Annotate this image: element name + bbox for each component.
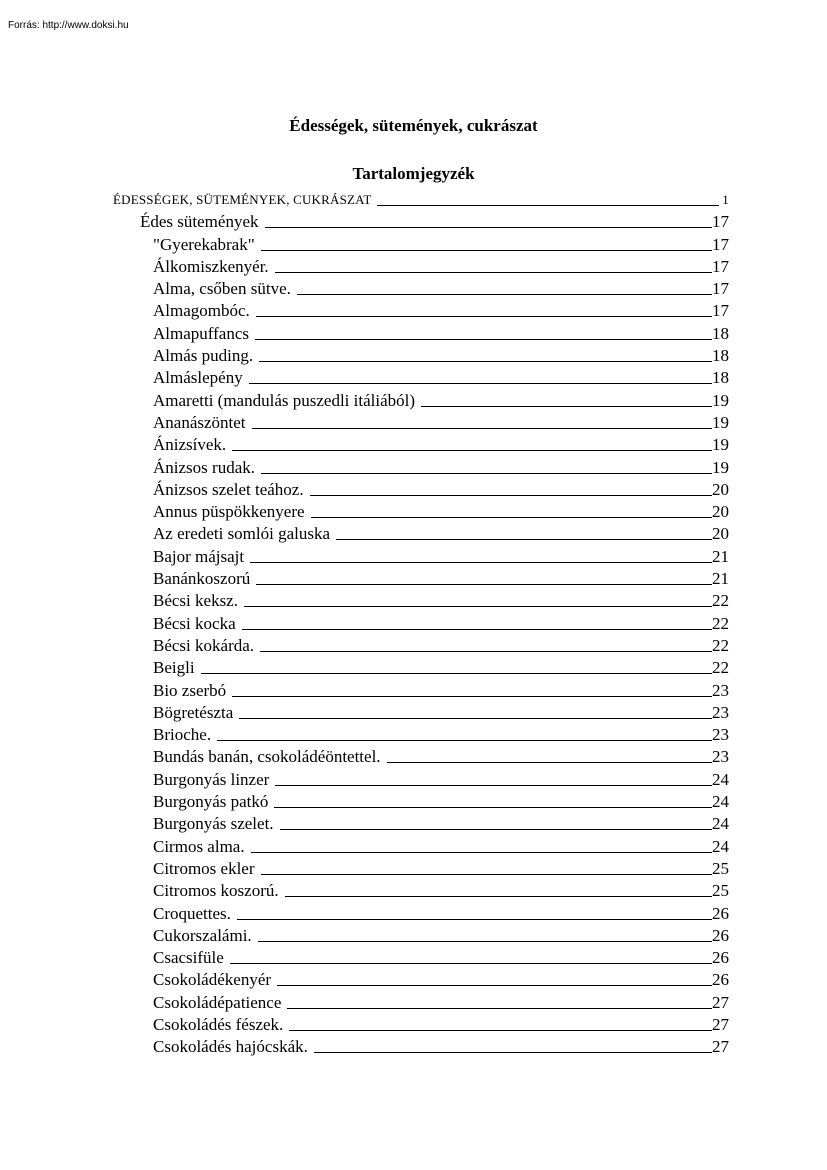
toc-entry-page-number: 20 [712, 502, 729, 522]
toc-entry-label: ÉDESSÉGEK, SÜTEMÉNYEK, CUKRÁSZAT [113, 192, 372, 207]
toc-entry[interactable] [113, 454, 729, 476]
toc-entry-label: Bajor májsajt [153, 546, 245, 566]
toc-entry-label: Ánizsívek. [153, 435, 227, 455]
toc-leader-line [260, 650, 712, 652]
toc-leader-line [244, 605, 712, 607]
toc-leader-line [237, 918, 712, 920]
toc-entry[interactable] [113, 677, 729, 699]
document-title: Édességek, sütemények, cukrászat [289, 116, 538, 135]
toc-leader-line [275, 784, 712, 786]
toc-entry-page-number: 17 [712, 212, 729, 232]
toc-entry-page-number: 18 [712, 368, 729, 388]
toc-entry[interactable] [113, 543, 729, 565]
toc-entry-page-number: 26 [712, 903, 729, 923]
toc-entry-page-number: 20 [712, 524, 729, 544]
toc-entry-page-number: 17 [712, 234, 729, 254]
toc-entry-label: Citromos ekler [153, 858, 255, 878]
toc-entry-page-number: 1 [722, 192, 729, 207]
toc-entry[interactable] [113, 789, 729, 811]
toc-leader-line [275, 271, 712, 273]
toc-entry-label: Cukorszalámi. [153, 925, 252, 945]
toc-entry-label: Burgonyás szelet. [153, 814, 274, 834]
toc-entry-page-number: 25 [712, 858, 729, 878]
toc-leader-line [261, 249, 712, 251]
toc-entry-page-number: 22 [712, 635, 729, 655]
toc-entry-label: Bécsi kocka [153, 613, 236, 633]
toc-entry[interactable] [113, 276, 729, 298]
toc-entry[interactable] [113, 521, 729, 543]
toc-entry-page-number: 18 [712, 346, 729, 366]
toc-entry-page-number: 19 [712, 412, 729, 432]
toc-entry[interactable] [113, 343, 729, 365]
toc-entry-page-number: 21 [712, 569, 729, 589]
toc-leader-line [251, 851, 712, 853]
toc-leader-line [239, 717, 712, 719]
toc-entry-label: Banánkoszorú [153, 569, 251, 589]
toc-entry-page-number: 18 [712, 323, 729, 343]
toc-entry-label: Beigli [153, 658, 195, 678]
toc-entry[interactable] [113, 432, 729, 454]
toc-entry[interactable] [113, 989, 729, 1011]
toc-leader-line [256, 315, 712, 317]
toc-entry-page-number: 27 [712, 1014, 729, 1034]
toc-leader-line [230, 962, 712, 964]
source-url: Forrás: http://www.doksi.hu [8, 20, 129, 31]
table-of-contents [113, 189, 729, 1056]
toc-entry-label: Álkomiszkenyér. [153, 256, 269, 276]
toc-entry-label: Citromos koszorú. [153, 881, 279, 901]
toc-leader-line [217, 739, 712, 741]
toc-entry-label: Alma, csőben sütve. [153, 279, 291, 299]
toc-entry[interactable] [113, 254, 729, 276]
toc-entry[interactable] [113, 967, 729, 989]
toc-entry-label: Bio zserbó [153, 680, 227, 700]
toc-leader-line [249, 382, 712, 384]
toc-entry-label: Csokoládés hajócskák. [153, 1037, 308, 1057]
toc-entry-label: Almapuffancs [153, 323, 249, 343]
toc-entry[interactable] [113, 856, 729, 878]
toc-entry-label: Csokoládés fészek. [153, 1014, 284, 1034]
toc-entry[interactable] [113, 811, 729, 833]
toc-leader-line [242, 628, 712, 630]
toc-entry[interactable] [113, 566, 729, 588]
toc-entry[interactable] [113, 189, 729, 209]
toc-leader-line [377, 204, 719, 206]
toc-entry-label: Cirmos alma. [153, 836, 245, 856]
toc-entry-label: Csacsifüle [153, 948, 224, 968]
toc-entry-label: Burgonyás patkó [153, 792, 269, 812]
toc-leader-line [421, 405, 712, 407]
toc-leader-line [261, 873, 712, 875]
toc-leader-line [387, 761, 712, 763]
toc-entry[interactable] [113, 744, 729, 766]
toc-entry-page-number: 26 [712, 948, 729, 968]
toc-entry-page-number: 23 [712, 747, 729, 767]
toc-entry-page-number: 24 [712, 836, 729, 856]
toc-entry[interactable] [113, 588, 729, 610]
toc-entry[interactable] [113, 320, 729, 342]
toc-entry-page-number: 19 [712, 390, 729, 410]
toc-entry-label: Édes sütemények [140, 212, 259, 232]
toc-entry[interactable] [113, 633, 729, 655]
toc-entry-page-number: 22 [712, 591, 729, 611]
toc-entry-label: Brioche. [153, 725, 212, 745]
toc-entry[interactable] [113, 209, 729, 231]
toc-entry[interactable] [113, 923, 729, 945]
toc-entry-label: Annus püspökkenyere [153, 502, 305, 522]
toc-entry-page-number: 23 [712, 725, 729, 745]
toc-leader-line [258, 940, 712, 942]
toc-entry-label: Almáslepény [153, 368, 243, 388]
toc-entry-label: Bécsi keksz. [153, 591, 238, 611]
toc-entry-label: Ananászöntet [153, 412, 246, 432]
toc-entry-page-number: 22 [712, 613, 729, 633]
toc-entry-label: Bécsi kokárda. [153, 635, 255, 655]
toc-entry[interactable] [113, 365, 729, 387]
toc-entry-page-number: 17 [712, 279, 729, 299]
toc-leader-line [252, 427, 712, 429]
toc-entry-page-number: 17 [712, 256, 729, 276]
toc-leader-line [310, 494, 712, 496]
toc-entry[interactable] [113, 1012, 729, 1034]
toc-leader-line [297, 293, 712, 295]
toc-entry-page-number: 23 [712, 680, 729, 700]
toc-entry-label: "Gyerekabrak" [153, 234, 255, 254]
toc-leader-line [256, 583, 712, 585]
toc-entry[interactable] [113, 231, 729, 253]
toc-leader-line [250, 561, 712, 563]
toc-entry-page-number: 20 [712, 479, 729, 499]
toc-leader-line [336, 538, 712, 540]
toc-entry[interactable] [113, 477, 729, 499]
toc-entry-label: Ánizsos szelet teához. [153, 479, 304, 499]
toc-leader-line [314, 1051, 712, 1053]
toc-entry-label: Croquettes. [153, 903, 231, 923]
toc-leader-line [289, 1029, 712, 1031]
toc-entry-label: Almagombóc. [153, 301, 250, 321]
toc-entry-label: Almás puding. [153, 346, 254, 366]
toc-entry-page-number: 22 [712, 658, 729, 678]
toc-leader-line [255, 338, 712, 340]
toc-leader-line [259, 360, 712, 362]
toc-leader-line [232, 449, 712, 451]
toc-entry-label: Ánizsos rudak. [153, 457, 255, 477]
toc-entry[interactable] [113, 655, 729, 677]
toc-entry-label: Amaretti (mandulás puszedli itáliából) [153, 390, 416, 410]
toc-entry-page-number: 27 [712, 992, 729, 1012]
toc-entry[interactable] [113, 610, 729, 632]
toc-entry-label: Bögretészta [153, 702, 234, 722]
toc-entry-label: Bundás banán, csokoládéöntettel. [153, 747, 381, 767]
toc-entry-label: Burgonyás linzer [153, 769, 270, 789]
toc-entry-page-number: 17 [712, 301, 729, 321]
toc-entry-label: Az eredeti somlói galuska [153, 524, 331, 544]
toc-entry-page-number: 24 [712, 769, 729, 789]
toc-entry-page-number: 19 [712, 435, 729, 455]
toc-entry[interactable] [113, 878, 729, 900]
toc-leader-line [201, 672, 712, 674]
toc-entry-page-number: 23 [712, 702, 729, 722]
toc-entry[interactable] [113, 766, 729, 788]
toc-entry-page-number: 21 [712, 546, 729, 566]
toc-leader-line [232, 695, 712, 697]
toc-heading: Tartalomjegyzék [352, 164, 475, 183]
toc-entry[interactable] [113, 298, 729, 320]
toc-entry[interactable] [113, 1034, 729, 1056]
toc-entry-label: Csokoládépatience [153, 992, 282, 1012]
toc-leader-line [277, 984, 712, 986]
toc-entry[interactable] [113, 833, 729, 855]
toc-entry-page-number: 27 [712, 1037, 729, 1057]
toc-entry-page-number: 24 [712, 814, 729, 834]
toc-leader-line [261, 472, 712, 474]
toc-entry[interactable] [113, 499, 729, 521]
toc-leader-line [280, 828, 712, 830]
toc-entry[interactable] [113, 900, 729, 922]
toc-leader-line [287, 1007, 712, 1009]
toc-leader-line [274, 806, 712, 808]
toc-leader-line [311, 516, 712, 518]
toc-entry[interactable] [113, 700, 729, 722]
toc-entry[interactable] [113, 722, 729, 744]
toc-entry-page-number: 26 [712, 925, 729, 945]
toc-entry-page-number: 26 [712, 970, 729, 990]
toc-entry-page-number: 19 [712, 457, 729, 477]
toc-leader-line [285, 895, 712, 897]
toc-entry[interactable] [113, 945, 729, 967]
toc-entry-page-number: 24 [712, 792, 729, 812]
toc-entry[interactable] [113, 410, 729, 432]
toc-entry-label: Csokoládékenyér [153, 970, 272, 990]
toc-entry-page-number: 25 [712, 881, 729, 901]
toc-entry[interactable] [113, 387, 729, 409]
toc-leader-line [265, 226, 713, 228]
